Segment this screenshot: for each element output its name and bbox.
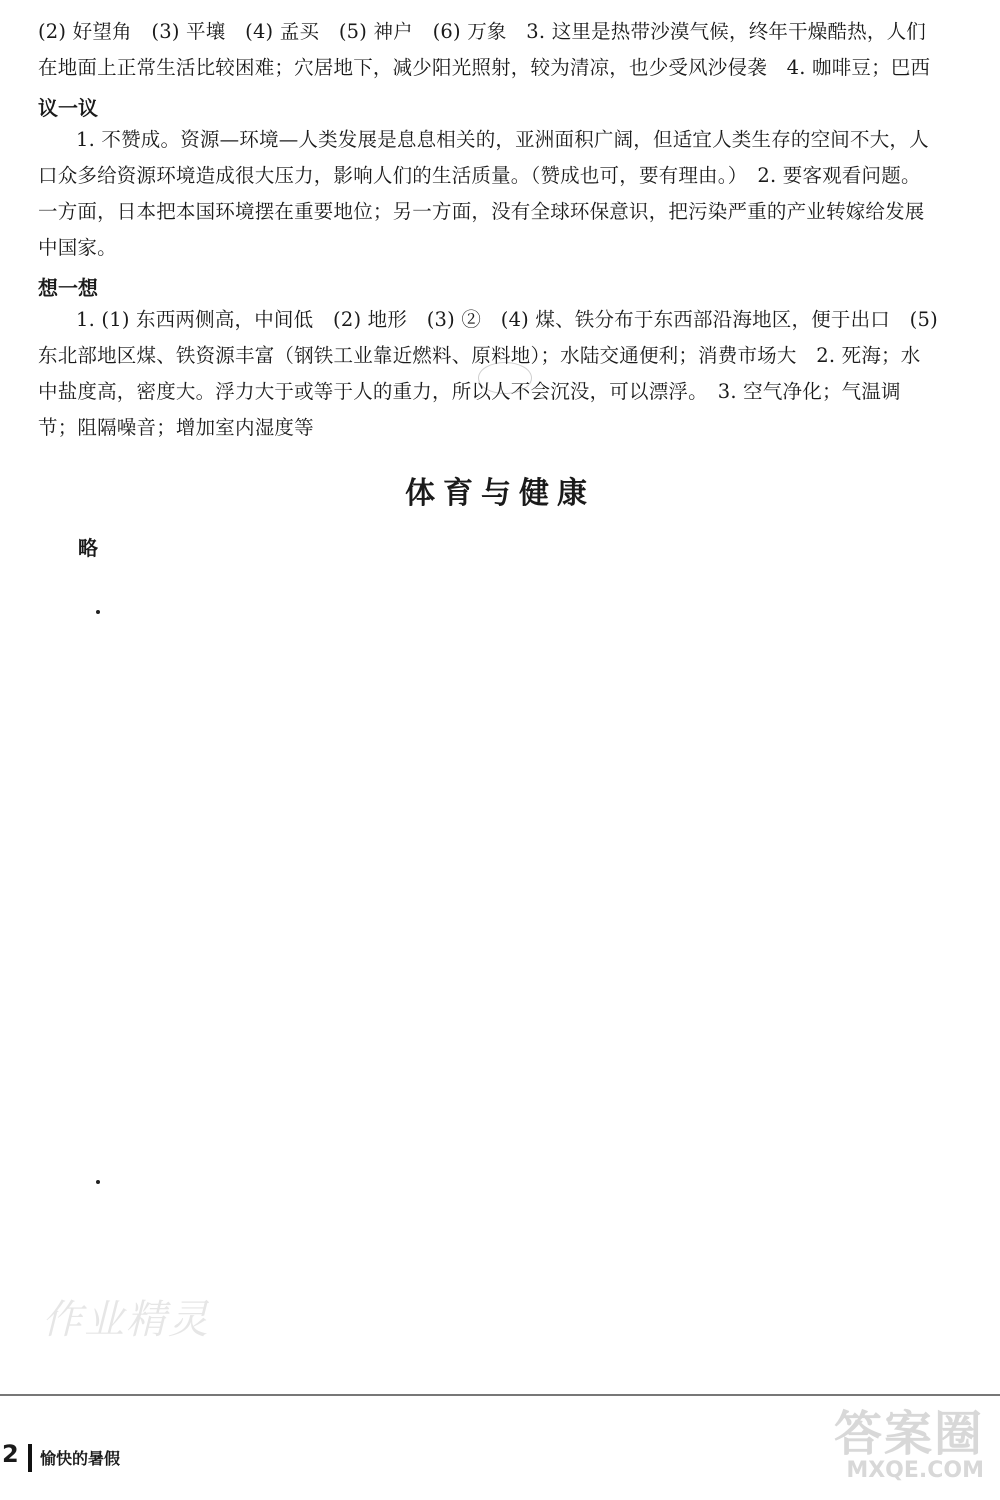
pe-content: 略 [78, 536, 98, 560]
site-watermark-url: MXQE.COM [846, 1458, 984, 1483]
speck-mark [96, 610, 100, 614]
watermark-text: 作业精灵 [42, 1297, 210, 1343]
answer-paragraph-top: (2) 好望角 (3) 平壤 (4) 孟买 (5) 神户 (6) 万象 3. 这里是热带沙漠气候，终年干燥酷热，人们在地面上正常生活比较困难；穴居地下，减少阳光照射，较为清凉，也少受风沙侵袭 4. 咖啡豆；巴西 [38, 20, 931, 79]
book-title: 愉快的暑假 [40, 1449, 121, 1468]
answer-paragraph-discuss: 1. 不赞成。资源—环境—人类发展是息息相关的，亚洲面积广阔，但适宜人类生存的空间不大，人口众多给资源环境造成很大压力，影响人们的生活质量。（赞成也可，要有理由。） 2. 要客观看问题。一方面，日本把本国环境摆在重要地位；另一方面，没有全球环保意识，把污染严重的产业转嫁给发展中国家。 [38, 128, 929, 259]
page-number: 2 [2, 1440, 19, 1468]
speck-mark [96, 1180, 100, 1184]
section-heading-think: 想一想 [38, 276, 98, 300]
section-heading-discuss: 议一议 [38, 96, 98, 120]
site-watermark [834, 1408, 984, 1483]
footer-divider [28, 1444, 32, 1472]
answer-paragraph-think: 1. (1) 东西两侧高，中间低 (2) 地形 (3) ② (4) 煤、铁分布于东西部沿海地区，便于出口 (5) 东北部地区煤、铁资源丰富（钢铁工业靠近燃料、原料地）；水陆交通便利；消费市场大 2. 死海；水中盐度高，密度大。浮力大于或等于人的重力，所以人不会沉没，可以漂浮。 3. 空气净化；气温调节；阻隔噪音；增加室内湿度等 [38, 308, 938, 439]
footer-rule [0, 1394, 1000, 1396]
section-title-pe: 体育与健康 [405, 476, 595, 511]
site-watermark-logo: 答案圈 [833, 1406, 984, 1462]
